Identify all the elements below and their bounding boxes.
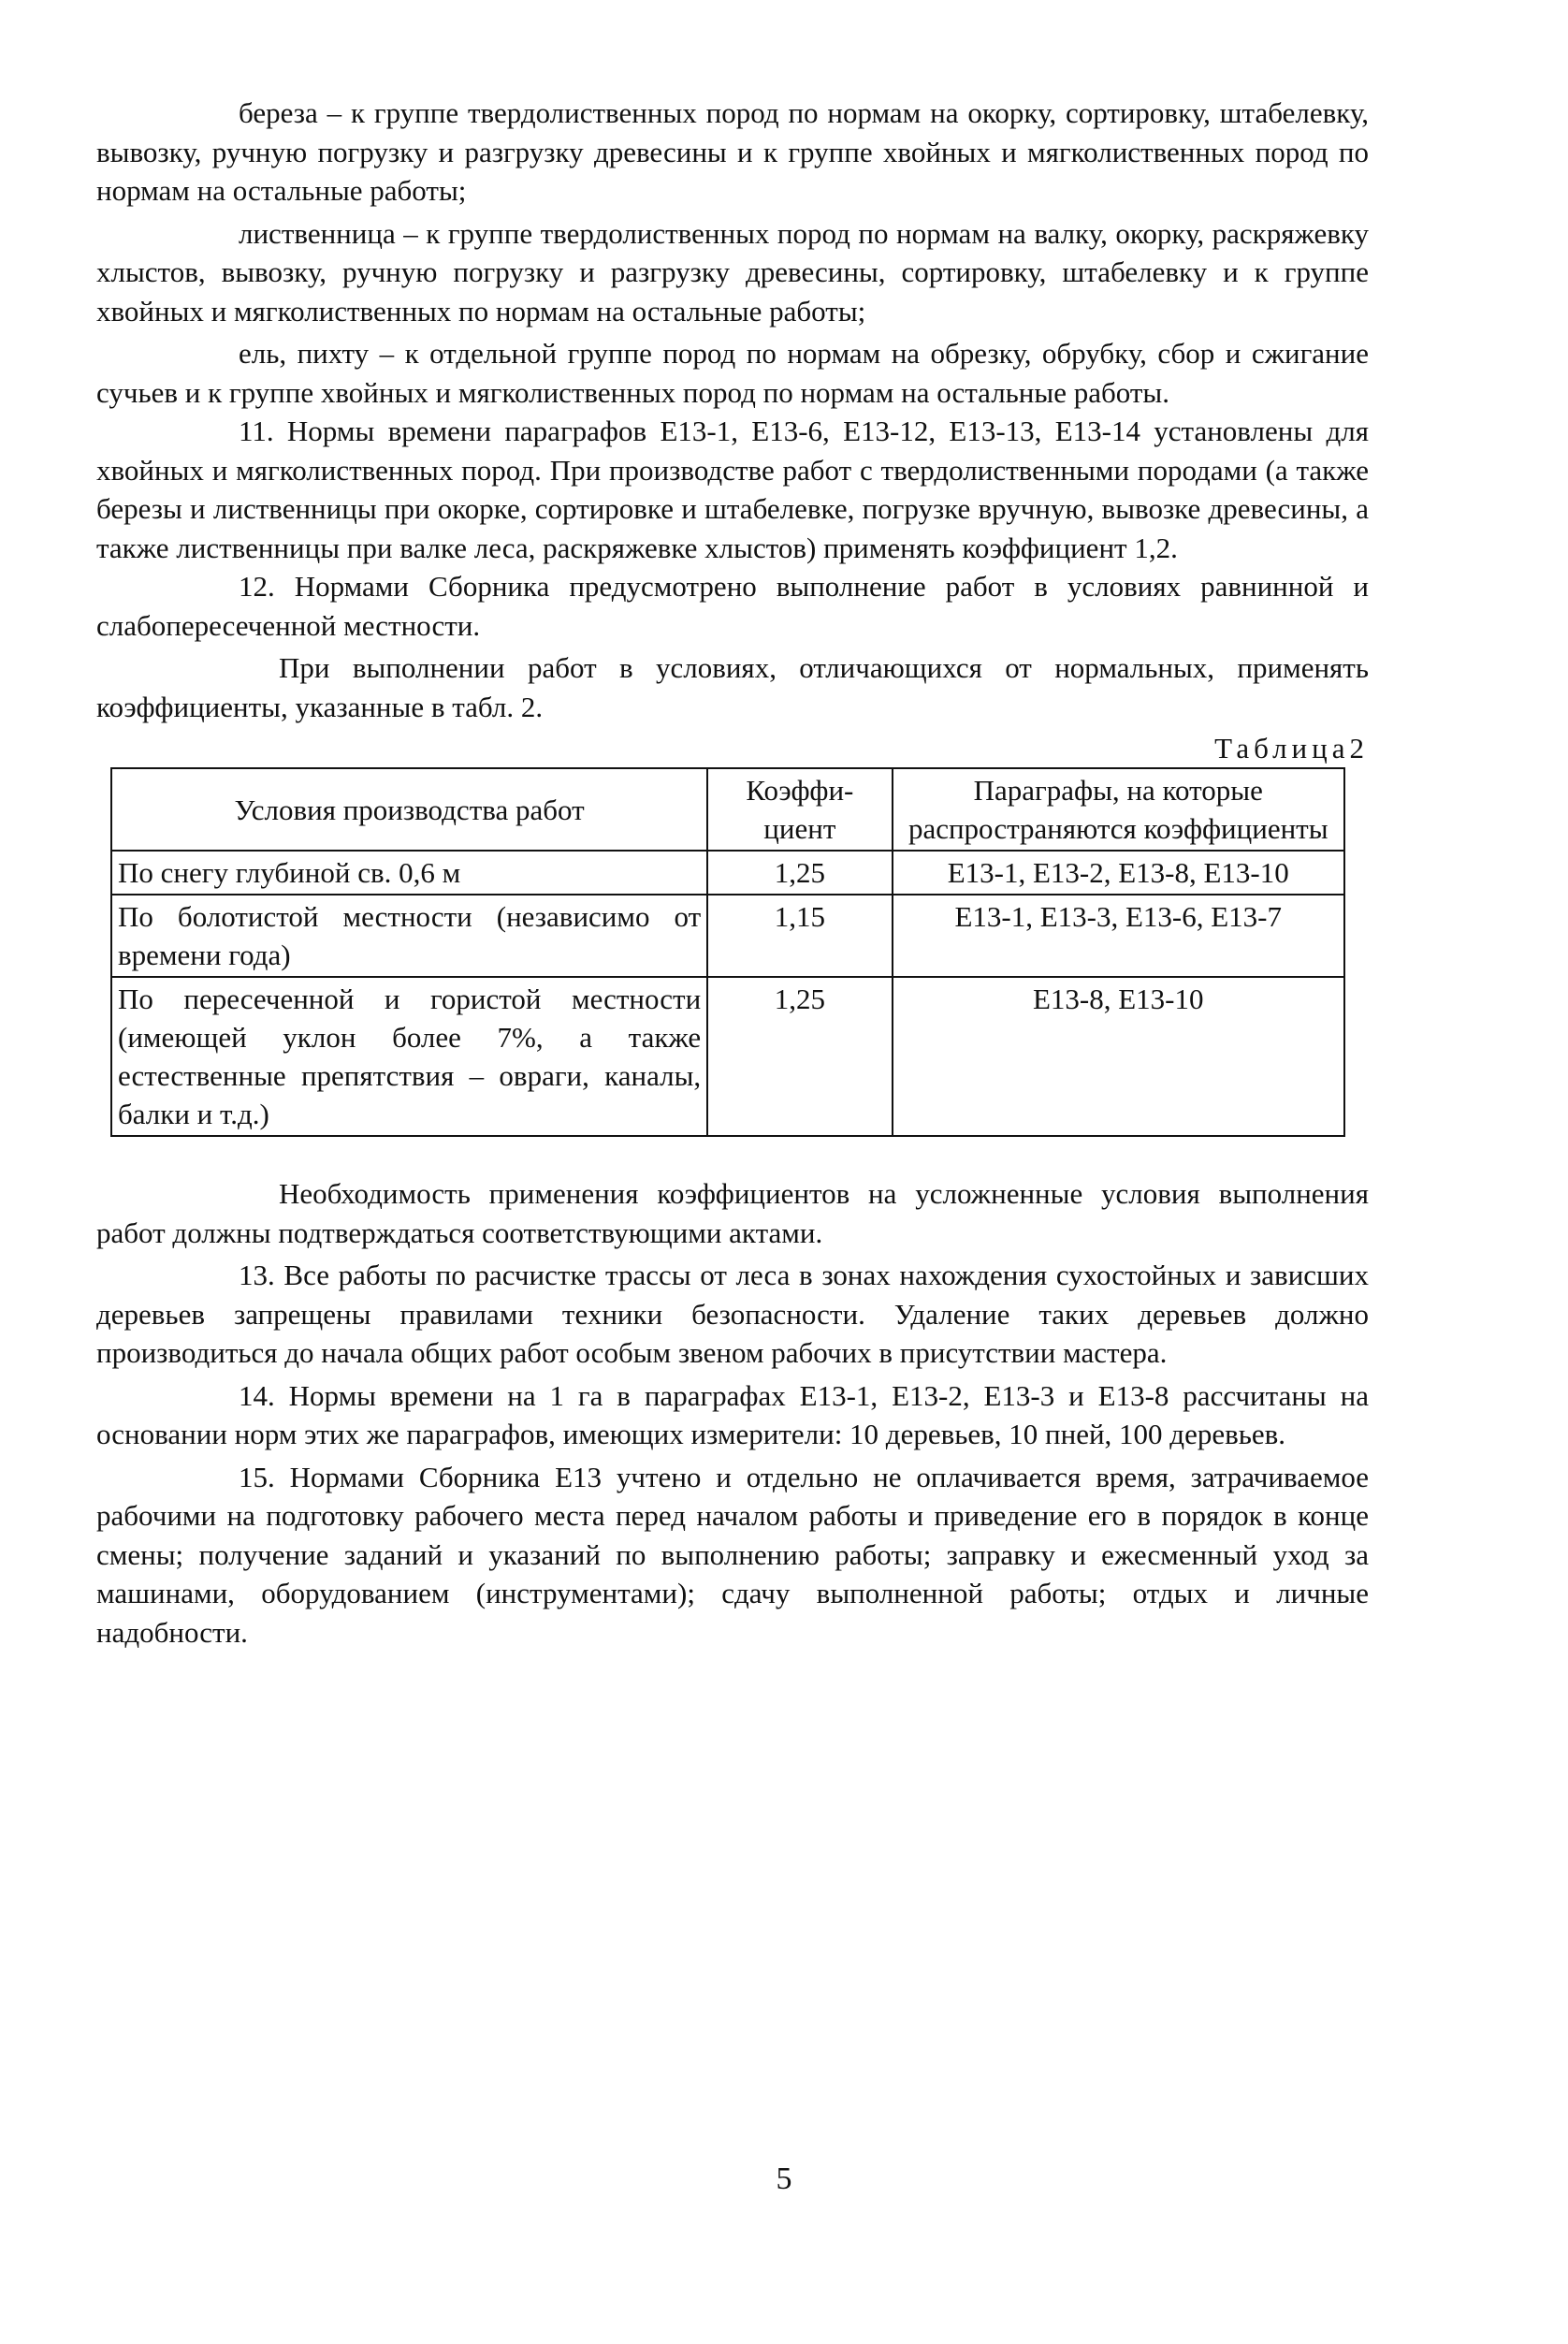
cell-paragraphs: Е13-8, Е13-10 — [893, 977, 1345, 1136]
paragraph-15: 15. Нормами Сборника Е13 учтено и отдельно не оплачивается время, затрачиваемое рабочими на подготовку рабочего места перед началом работы и приведение его в порядок в конце смены; получение заданий и указаний по выполнению работы; заправку и ежесменный уход за машинами, оборудованием (инструментами); сдачу выполненной работы; отдых и личные надобности. — [96, 1460, 1369, 1649]
table-caption: Таблица2 — [1214, 732, 1369, 764]
document-page — [96, 94, 1369, 1652]
paragraph-14: 14. Нормы времени на 1 га в параграфах Е13-1, Е13-2, Е13-3 и Е13-8 рассчитаны на основании норм этих же параграфов, имеющих измерители: 10 деревьев, 10 пней, 100 деревьев. — [96, 1378, 1369, 1450]
header-paragraphs: Параграфы, на которые распространяются коэффициенты — [893, 768, 1345, 851]
header-coefficient: Коэффи-циент — [707, 768, 892, 851]
paragraph-12-coefficients: При выполнении работ в условиях, отличающихся от нормальных, применять коэффициенты, указанные в табл. 2. — [96, 651, 1369, 723]
table-row — [111, 977, 1344, 1136]
paragraph-spruce-fir: ель, пихту – к отдельной группе пород по нормам на обрезку, обрубку, сбор и сжигание сучьев и к группе хвойных и мягколиственных пород по нормам на остальные работы. — [96, 337, 1369, 409]
paragraph-12: 12. Нормами Сборника предусмотрено выполнение работ в условиях равнинной и слабопересеченной местности. — [96, 570, 1369, 642]
cell-condition: По болотистой местности (независимо от времени года) — [111, 895, 707, 977]
cell-paragraphs: Е13-1, Е13-2, Е13-8, Е13-10 — [893, 851, 1345, 895]
cell-coefficient: 1,25 — [707, 851, 892, 895]
header-conditions: Условия производства работ — [111, 768, 707, 851]
cell-condition: По снегу глубиной св. 0,6 м — [111, 851, 707, 895]
paragraph-acts-requirement: Необходимость применения коэффициентов на усложненные условия выполнения работ должны подтверждаться соответствующими актами. — [96, 1177, 1369, 1249]
paragraph-11: 11. Нормы времени параграфов Е13-1, Е13-6, Е13-12, Е13-13, Е13-14 установлены для хвойных и мягколиственных пород. При производстве работ с твердолиственными породами (а также березы и лиственницы при окорке, сортировке и штабелевке, погрузке вручную, вывозке древесины, а также лиственницы при валке леса, раскряжевке хлыстов) применять коэффициент 1,2. — [96, 415, 1369, 564]
cell-condition: По пересеченной и гористой местности (имеющей уклон более 7%, а также естественные препятствия – овраги, каналы, балки и т.д.) — [111, 977, 707, 1136]
cell-coefficient: 1,25 — [707, 977, 892, 1136]
page-number: 5 — [776, 2162, 792, 2196]
paragraph-birch: береза – к группе твердолиственных пород по нормам на окорку, сортировку, штабелевку, вывозку, ручную погрузку и разгрузку древесины и к группе хвойных и мягколиственных пород по нормам на остальные работы; — [96, 96, 1369, 207]
cell-paragraphs: Е13-1, Е13-3, Е13-6, Е13-7 — [893, 895, 1345, 977]
conditions-table — [110, 767, 1345, 1137]
paragraph-13: 13. Все работы по расчистке трассы от леса в зонах нахождения сухостойных и зависших деревьев запрещены правилами техники безопасности. Удаление таких деревьев должно производиться до начала общих работ особым звеном рабочих в присутствии мастера. — [96, 1259, 1369, 1369]
table-header-row — [111, 768, 1344, 851]
table-row — [111, 851, 1344, 895]
table-row — [111, 895, 1344, 977]
paragraph-larch: лиственница – к группе твердолиственных пород по нормам на валку, окорку, раскряжевку хлыстов, вывозку, ручную погрузку и разгрузку древесины, сортировку, штабелевку и к группе хвойных и мягколиственных по нормам на остальные работы; — [96, 216, 1369, 328]
cell-coefficient: 1,15 — [707, 895, 892, 977]
